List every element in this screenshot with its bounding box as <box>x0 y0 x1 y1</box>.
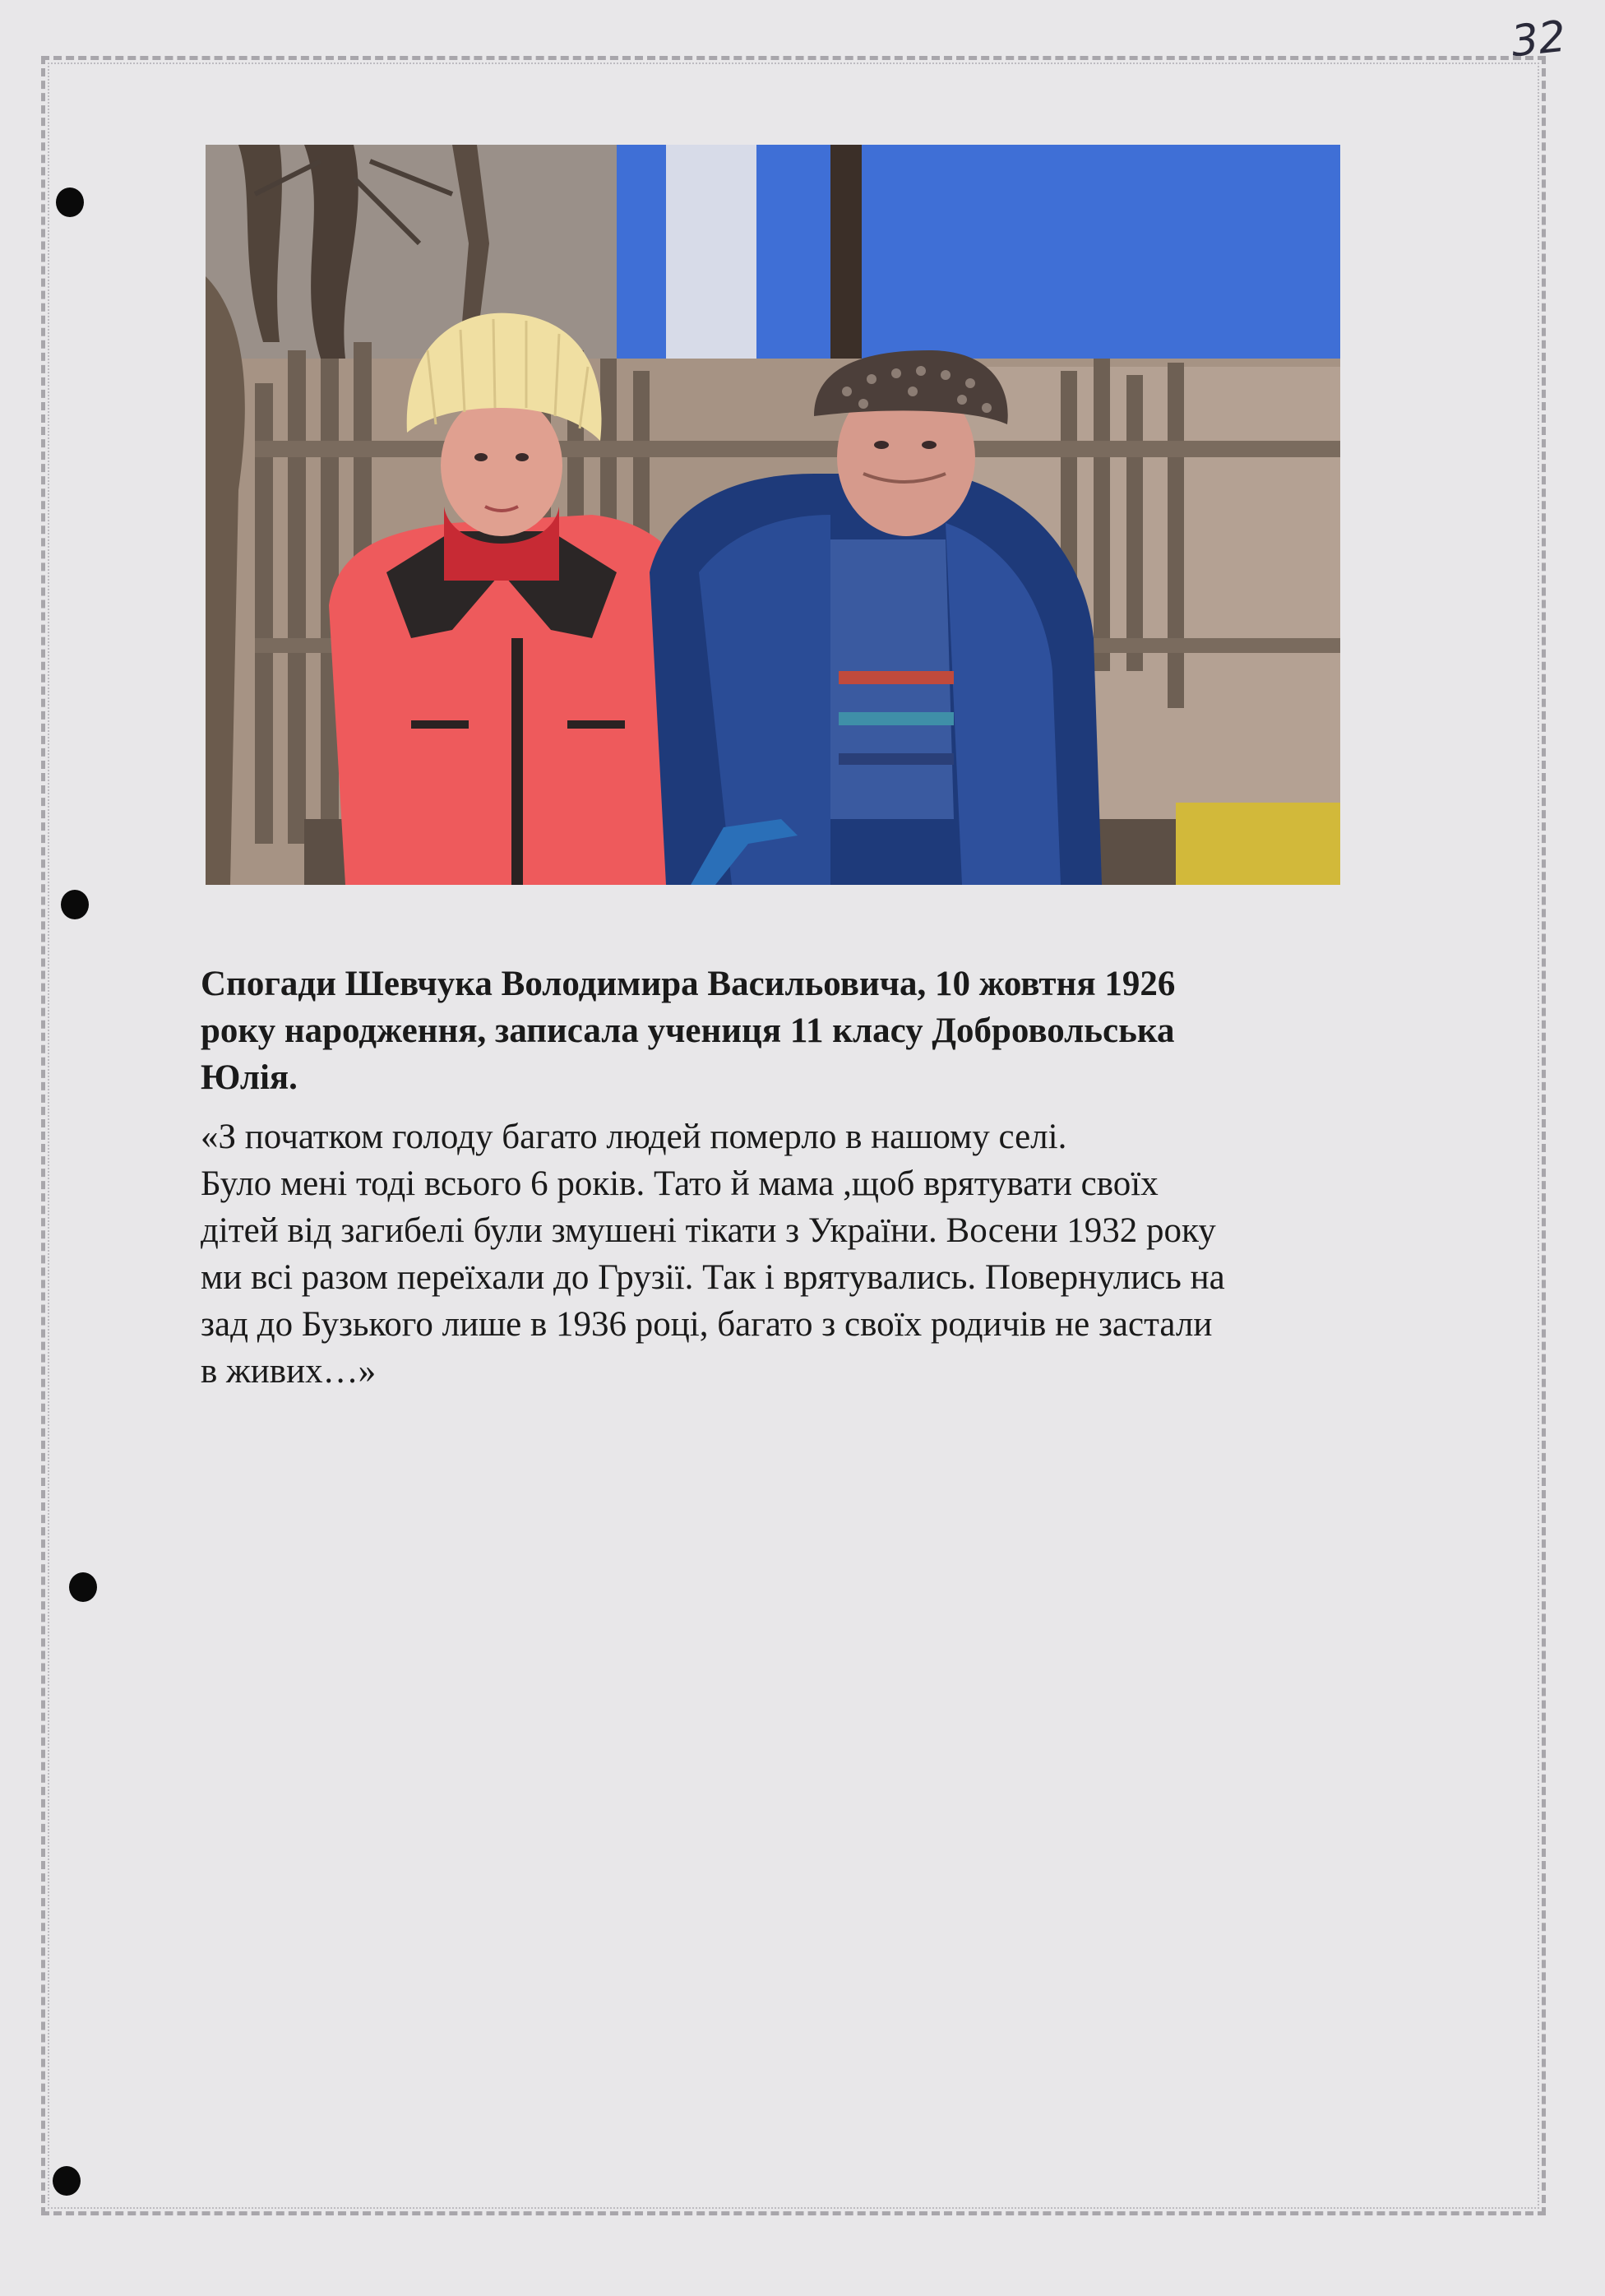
punch-hole <box>69 1572 97 1602</box>
memoir-quote <box>201 1113 1500 1395</box>
heading-line: року народження, записала учениця 11 класу Добровольська <box>201 1011 1175 1050</box>
memoir-heading <box>201 961 1483 1101</box>
quote-line: Було мені тоді всього 6 років. Тато й мама ,щоб врятувати своїх <box>201 1164 1159 1203</box>
quote-line: «З початком голоду багато людей померло в нашому селі. <box>201 1118 1067 1156</box>
quote-line: дітей від загибелі були змушені тікати з України. Восени 1932 року <box>201 1211 1216 1250</box>
page-number: 32 <box>1509 12 1569 67</box>
photo-girl-and-elderly-man <box>206 145 1340 885</box>
quote-line: ми всі разом переїхали до Грузії. Так і врятувались. Повернулись на <box>201 1258 1225 1297</box>
punch-hole <box>53 2166 81 2196</box>
heading-line: Юлія. <box>201 1058 298 1097</box>
quote-line: в живих…» <box>201 1352 377 1391</box>
punch-hole <box>61 890 89 919</box>
punch-hole <box>56 187 84 217</box>
quote-line: зад до Бузького лише в 1936 році, багато з своїх родичів не застали <box>201 1305 1213 1344</box>
heading-line: Спогади Шевчука Володимира Васильовича, 10 жовтня 1926 <box>201 965 1176 1003</box>
